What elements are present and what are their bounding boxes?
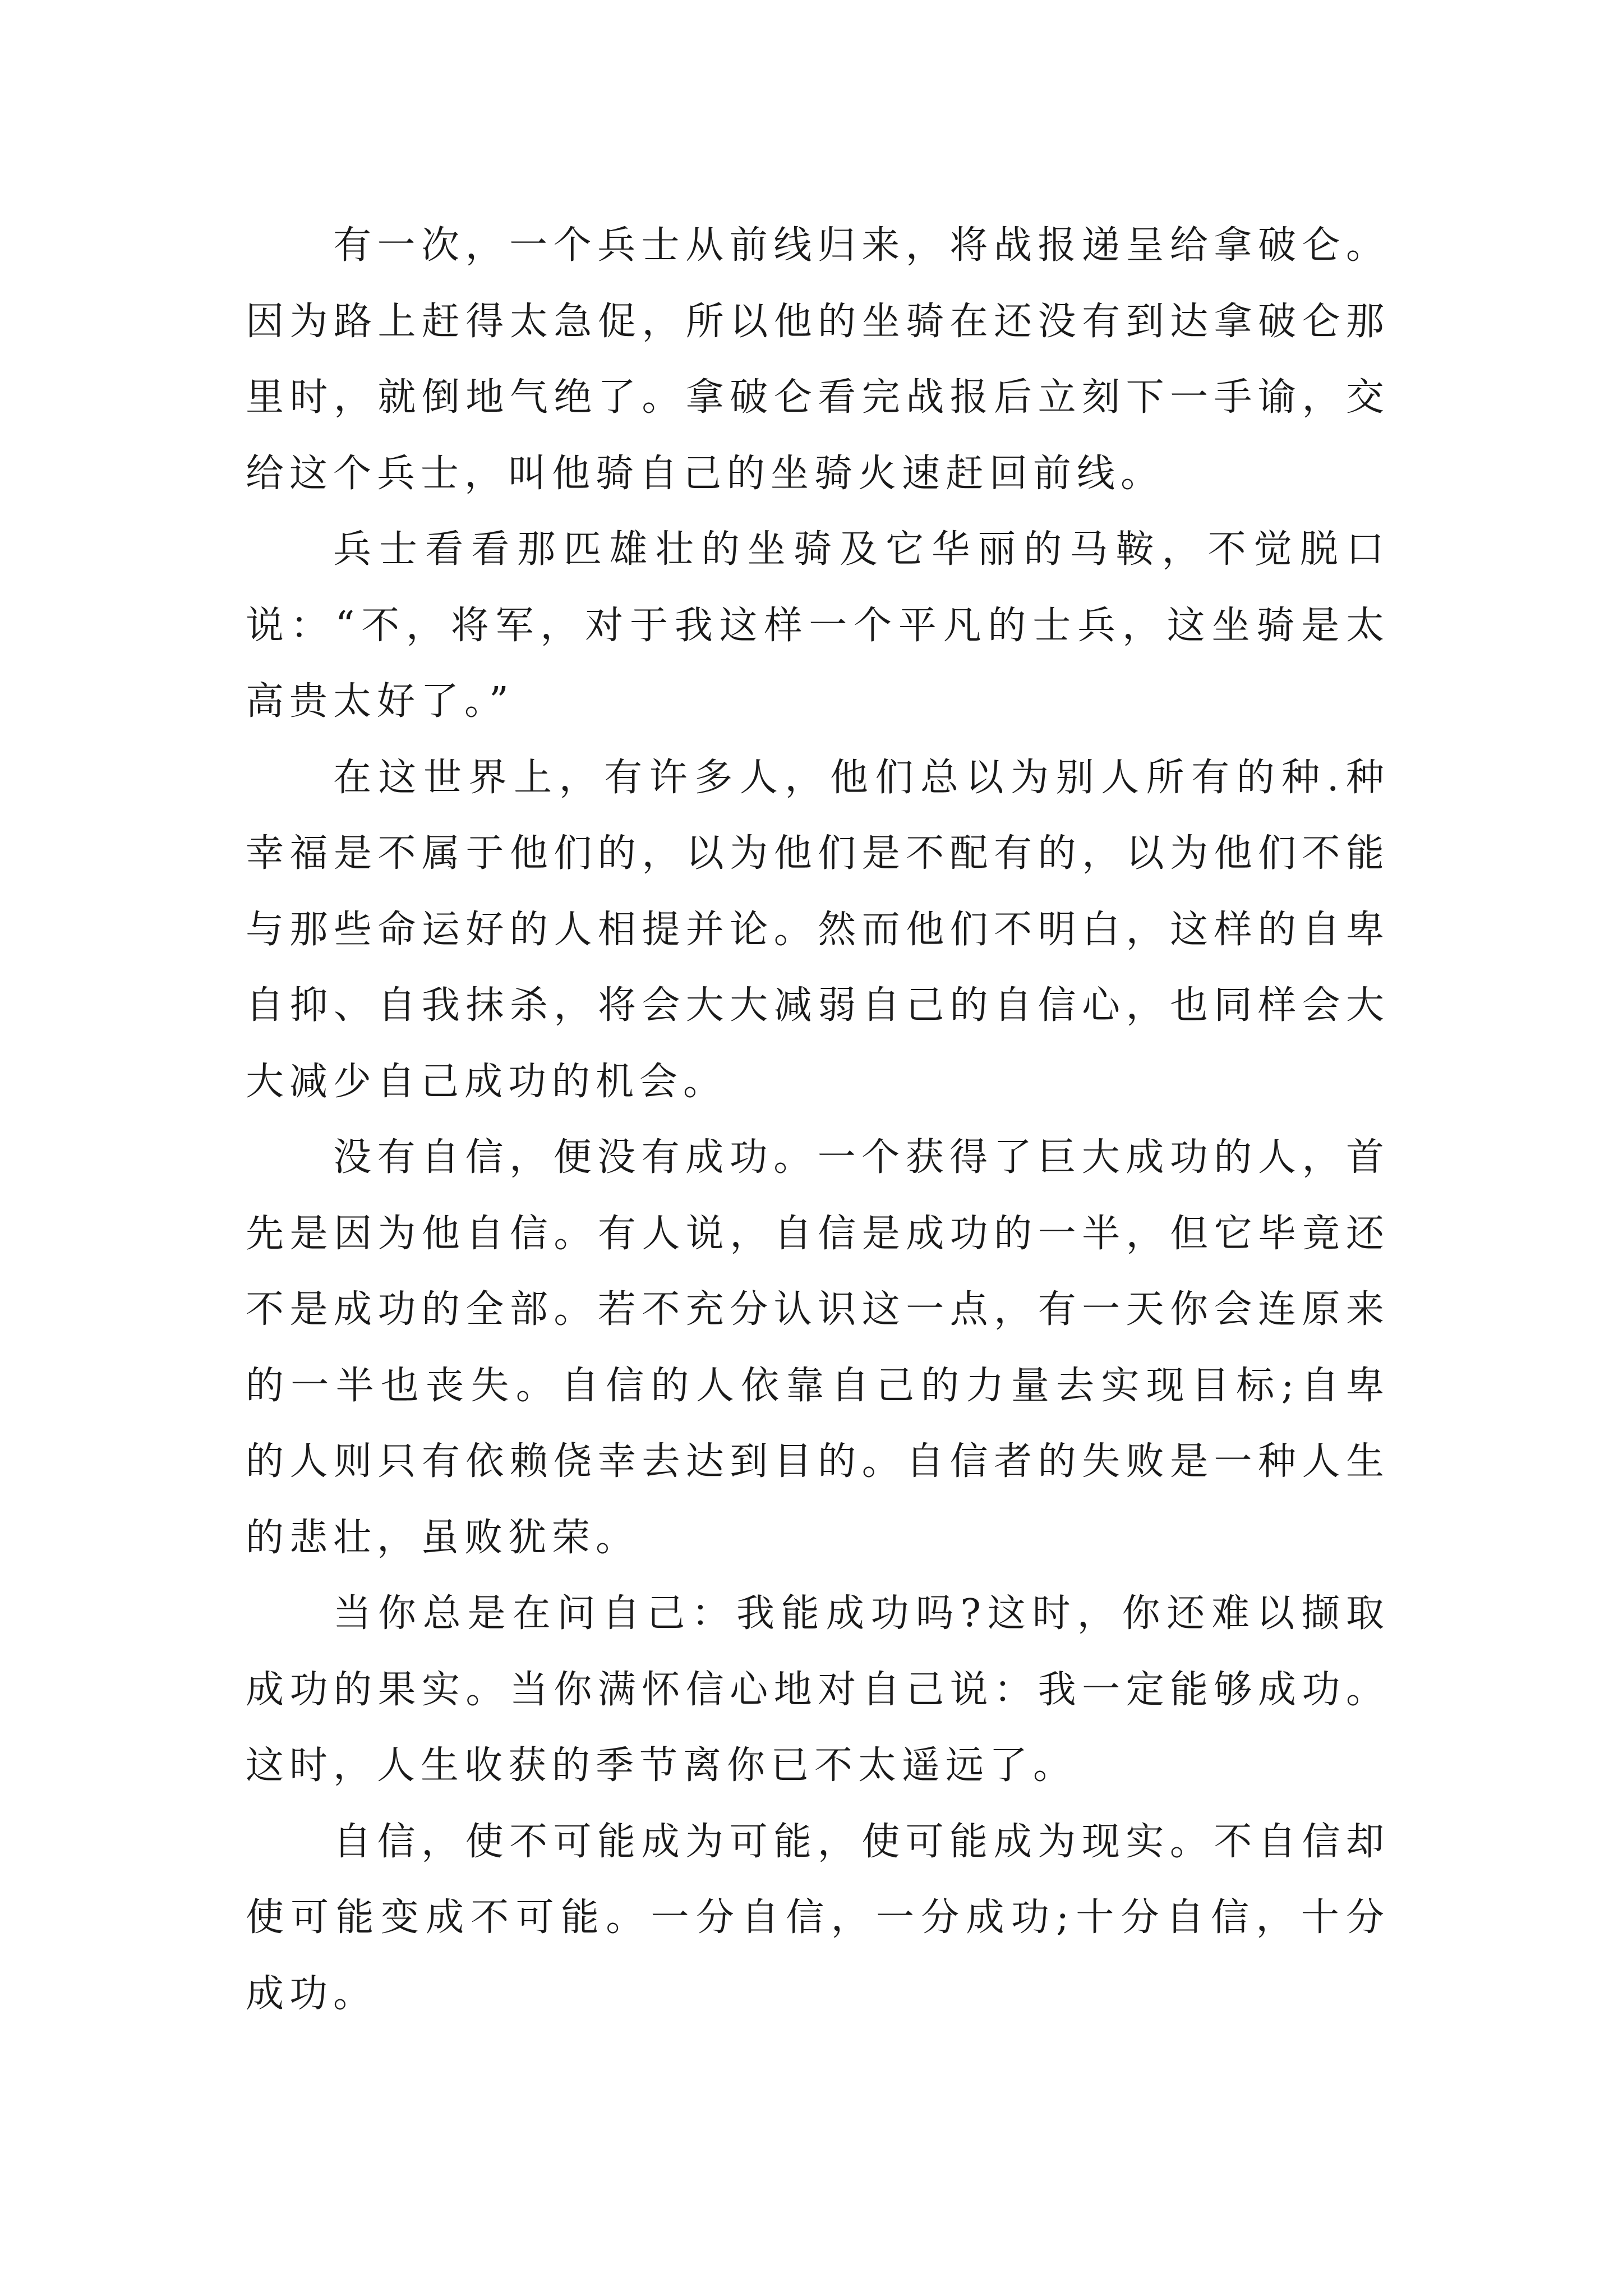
paragraph-4: 没有自信，便没有成功。一个获得了巨大成功的人，首先是因为他自信。有人说，自信是成功的一半，但它毕竟还不是成功的全部。若不充分认识这一点，有一天你会连原来的一半也丧失。自信的人依靠自己的力量去实现目标;自卑的人则只有依赖侥幸去达到目的。自信者的失败是一种人生的悲壮，虽败犹荣。 <box>246 1135 1390 1560</box>
paragraph-5: 当你总是在问自己：我能成功吗?这时，你还难以撷取成功的果实。当你满怀信心地对自己说：我一定能够成功。这时，人生收获的季节离你已不太遥远了。 <box>246 1591 1390 1788</box>
paragraph-2: 兵士看看那匹雄壮的坐骑及它华丽的马鞍，不觉脱口说：“不，将军，对于我这样一个平凡的士兵，这坐骑是太高贵太好了。” <box>246 527 1390 724</box>
paragraph-3: 在这世界上，有许多人，他们总以为别人所有的种.种幸福是不属于他们的，以为他们是不配有的，以为他们不能与那些命运好的人相提并论。然而他们不明白，这样的自卑自抑、自我抹杀，将会大大减弱自己的自信心，也同样会大大减少自己成功的机会。 <box>246 755 1390 1104</box>
paragraph-6: 自信，使不可能成为可能，使可能成为现实。不自信却使可能变成不可能。一分自信，一分成功;十分自信，十分成功。 <box>246 1819 1390 2016</box>
article-body <box>246 208 1390 2032</box>
paragraph-1: 有一次，一个兵士从前线归来，将战报递呈给拿破仑。因为路上赶得太急促，所以他的坐骑在还没有到达拿破仑那里时，就倒地气绝了。拿破仑看完战报后立刻下一手谕，交给这个兵士，叫他骑自己的坐骑火速赶回前线。 <box>246 223 1390 496</box>
